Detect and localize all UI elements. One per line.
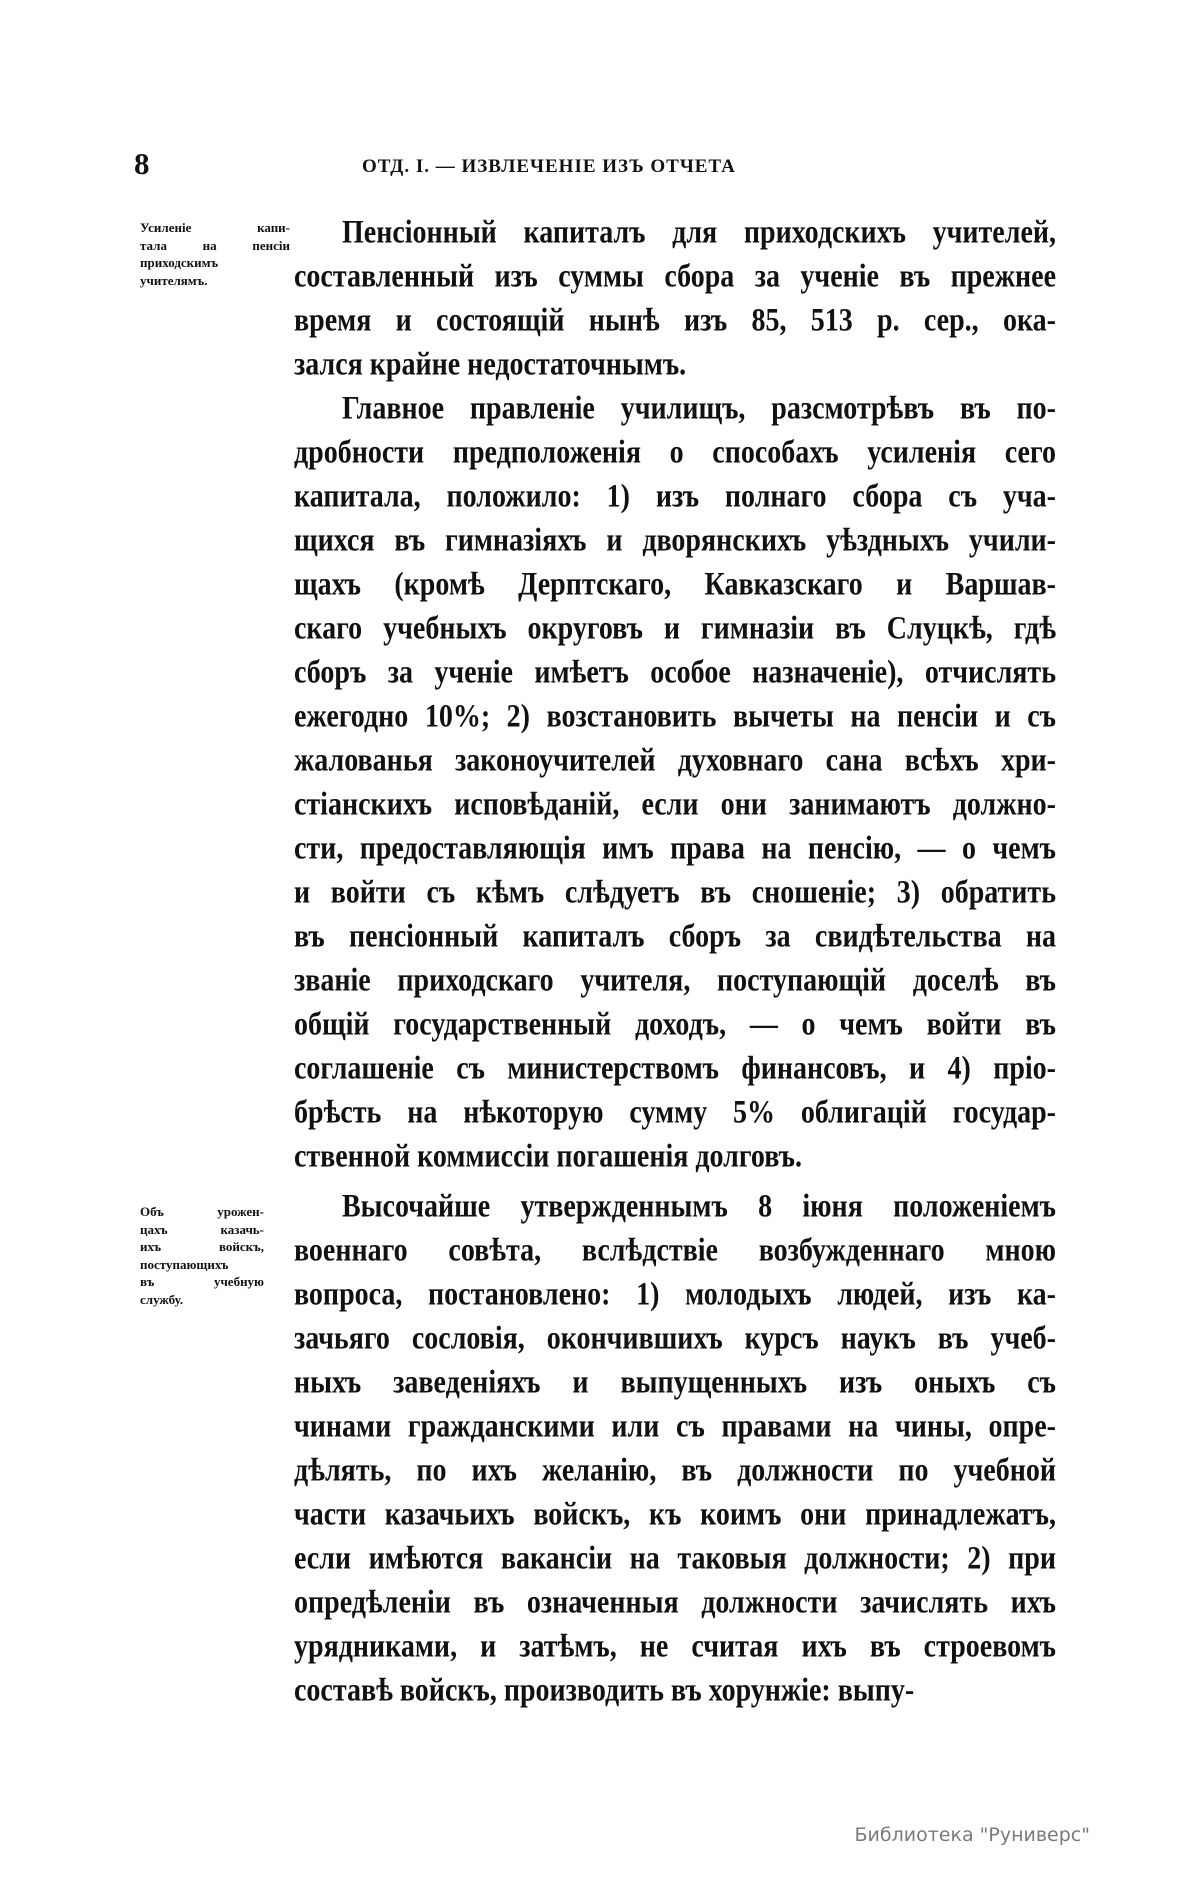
text-line: званіе приходскаго учителя, поступающій доселѣ въ bbox=[294, 962, 1056, 999]
text-line: стіанскихъ исповѣданій, если они занимаютъ должно- bbox=[294, 786, 1056, 823]
paragraph-board-decision bbox=[294, 390, 1056, 1186]
text-line: части казачьихъ войскъ, къ коимъ они принадлежатъ, bbox=[294, 1496, 1056, 1533]
text-line: составѣ войскъ, производить въ хорунжіе: выпу- bbox=[294, 1672, 915, 1709]
text-line: дѣлять, по ихъ желанію, въ должности по учебной bbox=[294, 1452, 1056, 1489]
text-line: сборъ за ученіе имѣетъ особое назначеніе), отчислять bbox=[294, 654, 1056, 691]
page-number: 8 bbox=[134, 146, 150, 181]
text-line: опредѣленіи въ означенныя должности зачислять ихъ bbox=[294, 1584, 1056, 1621]
text-line: Главное правленіе училищъ, разсмотрѣвъ въ по- bbox=[342, 390, 1056, 427]
text-line: Пенсіонный капиталъ для приходскихъ учителей, bbox=[342, 214, 1056, 251]
text-line: дробности предположенія о способахъ усиленія сего bbox=[294, 434, 1056, 471]
text-line: военнаго совѣта, вслѣдствіе возбужденнаго мною bbox=[294, 1232, 1056, 1269]
margin-note-line: Объ урожен- bbox=[140, 1204, 264, 1219]
margin-note-line: тала на пенсіи bbox=[140, 237, 290, 253]
text-line: зался крайне недостаточнымъ. bbox=[294, 346, 687, 383]
text-line: если имѣются вакансіи на таковыя должности; 2) при bbox=[294, 1540, 1056, 1577]
text-line: щихся въ гимназіяхъ и дворянскихъ уѣздныхъ учили- bbox=[294, 522, 1056, 559]
text-line: чинами гражданскими или съ правами на чины, опре- bbox=[294, 1408, 1056, 1445]
text-line: зачьяго сословія, окончившихъ курсъ наукъ въ учеб- bbox=[294, 1320, 1056, 1357]
text-line: и войти съ кѣмъ слѣдуетъ въ сношеніе; 3) обратить bbox=[294, 874, 1056, 911]
text-line: соглашеніе съ министерствомъ финансовъ, и 4) пріо- bbox=[294, 1050, 1056, 1087]
text-line: жалованья законоучителей духовнаго сана всѣхъ хри- bbox=[294, 742, 1056, 779]
margin-note-line: службу. bbox=[140, 1291, 184, 1307]
margin-note-line: Усиленіе капи- bbox=[140, 220, 290, 235]
margin-note-line: приходскимъ bbox=[140, 255, 219, 270]
text-line: общій государственный доходъ, — о чемъ войти въ bbox=[294, 1006, 1056, 1043]
running-title: ОТД. I. — ИЗВЛЕЧЕНІЕ ИЗЪ ОТЧЕТА bbox=[362, 156, 736, 177]
text-line: Высочайше утвержденнымъ 8 іюня положеніемъ bbox=[342, 1188, 1056, 1225]
text-line: въ пенсіонный капиталъ сборъ за свидѣтельства на bbox=[294, 918, 1056, 955]
text-line: ныхъ заведеніяхъ и выпущенныхъ изъ оныхъ съ bbox=[294, 1364, 1056, 1401]
text-line: капитала, положило: 1) изъ полнаго сбора съ уча- bbox=[294, 478, 1056, 515]
paragraph-pension-capital bbox=[294, 214, 1056, 394]
text-line: щахъ (кромѣ Дерптскаго, Кавказскаго и Варшав- bbox=[294, 566, 1056, 603]
paragraph-cossack-regulation bbox=[294, 1188, 1056, 1720]
margin-note-line: въ учебную bbox=[140, 1274, 264, 1289]
text-line: скаго учебныхъ округовъ и гимназіи въ Слуцкѣ, гдѣ bbox=[294, 610, 1056, 647]
text-line: ственной коммиссіи погашенія долговъ. bbox=[294, 1138, 802, 1175]
margin-note-line: учителямъ. bbox=[140, 272, 208, 288]
text-line: ежегодно 10%; 2) возстановить вычеты на пенсіи и съ bbox=[294, 698, 1056, 735]
margin-note-line: ихъ войскъ, bbox=[140, 1239, 264, 1254]
text-line: вопроса, постановлено: 1) молодыхъ людей, изъ ка- bbox=[294, 1276, 1056, 1313]
margin-note-line: цахъ казачь- bbox=[140, 1221, 264, 1237]
text-line: составленный изъ суммы сбора за ученіе въ прежнее bbox=[294, 258, 1056, 295]
library-watermark: Библиотека "Руниверс" bbox=[854, 1824, 1090, 1846]
text-line: сти, предоставляющія имъ права на пенсію, — о чемъ bbox=[294, 830, 1056, 867]
margin-note-pension-capital bbox=[140, 219, 290, 289]
margin-note-line: поступающихъ bbox=[140, 1256, 229, 1272]
text-line: урядниками, и затѣмъ, не считая ихъ въ строевомъ bbox=[294, 1628, 1056, 1665]
text-line: время и состоящій нынѣ изъ 85, 513 р. сер., ока- bbox=[294, 302, 1056, 339]
margin-note-cossacks bbox=[140, 1203, 264, 1308]
text-line: брѣсть на нѣкоторую сумму 5% облигацій государ- bbox=[294, 1094, 1056, 1131]
